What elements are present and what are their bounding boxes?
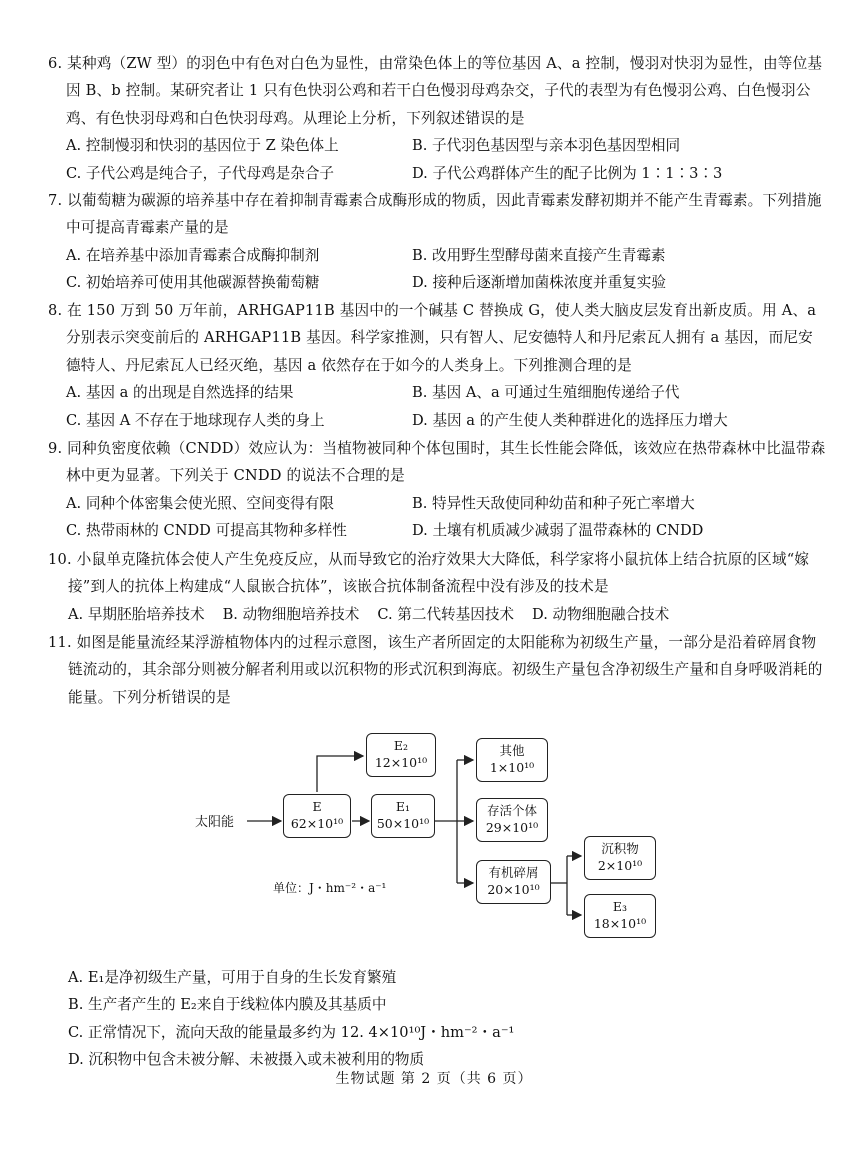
option-a: A. E₁是净初级生产量，可用于自身的生长发育繁殖 — [68, 969, 397, 986]
box-e3-value: 18×10¹⁰ — [593, 916, 647, 931]
question-9-options — [48, 490, 826, 545]
option-d: D. 土壤有机质减少减弱了温带森林的 CNDD — [412, 522, 704, 540]
box-e1 — [371, 794, 435, 838]
option-c: C. 正常情况下，流向天敌的能量最多约为 12. 4×10¹⁰J・hm⁻²・a⁻¹ — [68, 1023, 515, 1041]
option-b: B. 特异性天敌使同种幼苗和种子死亡率增大 — [412, 494, 695, 512]
question-11-stem: 11. 如图是能量流经某浮游植物体内的过程示意图，该生产者所固定的太阳能称为初级生产量，一部分是沿着碎屑食物链流动的，其余部分则被分解者利用或以沉积物的形式沉积到海底。初级生产量包含净初级生产量和自身呼吸消耗的能量。下列分析错误的是 — [48, 634, 823, 706]
arrow-e-to-e2 — [317, 756, 363, 792]
box-detritus-value: 20×10¹⁰ — [487, 882, 540, 897]
option-b: B. 改用野生型酵母菌来直接产生青霉素 — [412, 246, 666, 264]
option-c: C. 第二代转基因技术 — [377, 605, 515, 623]
box-other — [476, 738, 548, 782]
box-e2-value: 12×10¹⁰ — [374, 755, 428, 770]
box-e1-name: E₁ — [395, 799, 411, 814]
option-c: C. 初始培养可使用其他碳源替换葡萄糖 — [66, 274, 320, 292]
box-e3 — [584, 894, 656, 938]
box-sediment-name: 沉积物 — [601, 841, 639, 856]
box-e-name: E — [312, 799, 322, 814]
option-c: C. 基因 A 不存在于地球现存人类的身上 — [66, 411, 325, 429]
box-e3-name: E₃ — [612, 899, 628, 914]
box-e2 — [366, 733, 436, 777]
box-e-value: 62×10¹⁰ — [290, 816, 344, 831]
box-e2-name: E₂ — [393, 738, 409, 753]
unit-label: 单位：J・hm⁻²・a⁻¹ — [273, 881, 387, 895]
question-9-stem: 9. 同种负密度依赖（CNDD）效应认为：当植物被同种个体包围时，其生长性能会降低，该效应在热带森林中比温带森林中更为显著。下列关于 CNDD 的说法不合理的是 — [48, 440, 826, 485]
option-a: A. 基因 a 的出现是自然选择的结果 — [66, 384, 294, 402]
option-a: A. 早期胚胎培养技术 — [68, 605, 205, 623]
option-b: B. 生产者产生的 E₂来自于线粒体内膜及其基质中 — [68, 996, 387, 1014]
question-6 — [48, 50, 826, 187]
question-7 — [48, 187, 826, 297]
box-detritus — [476, 860, 551, 904]
energy-flow-diagram — [195, 728, 675, 943]
option-a: A. 控制慢羽和快羽的基因位于 Z 染色体上 — [66, 137, 339, 155]
question-8-options — [48, 379, 826, 434]
box-sediment-value: 2×10¹⁰ — [597, 858, 643, 873]
option-a: A. 在培养基中添加青霉素合成酶抑制剂 — [66, 246, 320, 264]
page-footer: 生物试题 第 2 页（共 6 页） — [335, 1071, 533, 1087]
question-9 — [48, 435, 826, 545]
question-10 — [48, 546, 826, 628]
box-detritus-name: 有机碎屑 — [488, 865, 539, 880]
box-e — [283, 794, 351, 838]
box-sediment — [584, 836, 656, 880]
question-6-options — [48, 132, 826, 187]
question-11 — [48, 629, 826, 711]
sun-label: 太阳能 — [195, 815, 235, 830]
box-other-value: 1×10¹⁰ — [489, 760, 535, 775]
box-alive — [476, 798, 548, 842]
box-alive-name: 存活个体 — [486, 803, 537, 818]
option-d: D. 接种后逐渐增加菌株浓度并重复实验 — [412, 274, 666, 292]
option-d: D. 动物细胞融合技术 — [532, 605, 670, 623]
question-10-options — [48, 601, 826, 628]
question-8 — [48, 297, 826, 434]
option-b: B. 动物细胞培养技术 — [222, 605, 360, 623]
box-alive-value: 29×10¹⁰ — [485, 820, 539, 835]
box-other-name: 其他 — [499, 743, 525, 758]
option-d: D. 子代公鸡群体产生的配子比例为 1∶1∶3∶3 — [412, 164, 723, 182]
question-10-stem: 10. 小鼠单克隆抗体会使人产生免疫反应，从而导致它的治疗效果大大降低，科学家将小鼠抗体上结合抗原的区域“嫁接”到人的抗体上构建成“人鼠嵌合抗体”，该嵌合抗体制备流程中没有涉及的技术是 — [48, 551, 810, 596]
box-e1-value: 50×10¹⁰ — [376, 816, 430, 831]
question-7-options — [48, 242, 826, 297]
option-a: A. 同种个体密集会使光照、空间变得有限 — [66, 494, 334, 512]
option-b: B. 子代羽色基因型与亲本羽色基因型相同 — [412, 137, 681, 155]
option-c: C. 子代公鸡是纯合子，子代母鸡是杂合子 — [66, 164, 335, 182]
option-c: C. 热带雨林的 CNDD 可提高其物种多样性 — [66, 522, 347, 540]
option-d: D. 沉积物中包含未被分解、未被摄入或未被利用的物质 — [68, 1051, 425, 1069]
question-7-stem: 7. 以葡萄糖为碳源的培养基中存在着抑制青霉素合成酶形成的物质，因此青霉素发酵初期并不能产生青霉素。下列措施中可提高青霉素产量的是 — [48, 192, 822, 237]
question-11-options — [48, 964, 826, 1074]
question-8-stem: 8. 在 150 万到 50 万年前，ARHGAP11B 基因中的一个碱基 C 替换成 G，使人类大脑皮层发育出新皮质。用 A、a 分别表示突变前后的 ARHGAP11B 基因。科学家推测，只有智人、尼安德特人和丹尼索瓦人拥有 a 基因，而尼安德特人、丹尼索瓦人已经灭绝，基因 a 依然存在于如今的人类身上。下列推测合理的是 — [48, 302, 817, 374]
option-b: B. 基因 A、a 可通过生殖细胞传递给子代 — [412, 384, 680, 402]
option-d: D. 基因 a 的产生使人类种群进化的选择压力增大 — [412, 411, 728, 429]
question-6-stem: 6. 某种鸡（ZW 型）的羽色中有色对白色为显性，由常染色体上的等位基因 A、a 控制，慢羽对快羽为显性，由等位基因 B、b 控制。某研究者让 1 只有色快羽公鸡和若干白色慢羽母鸡杂交，子代的表型为有色慢羽公鸡、白色慢羽公鸡、有色快羽母鸡和白色快羽母鸡。从理论上分析，下列叙述错误的是 — [48, 55, 823, 127]
